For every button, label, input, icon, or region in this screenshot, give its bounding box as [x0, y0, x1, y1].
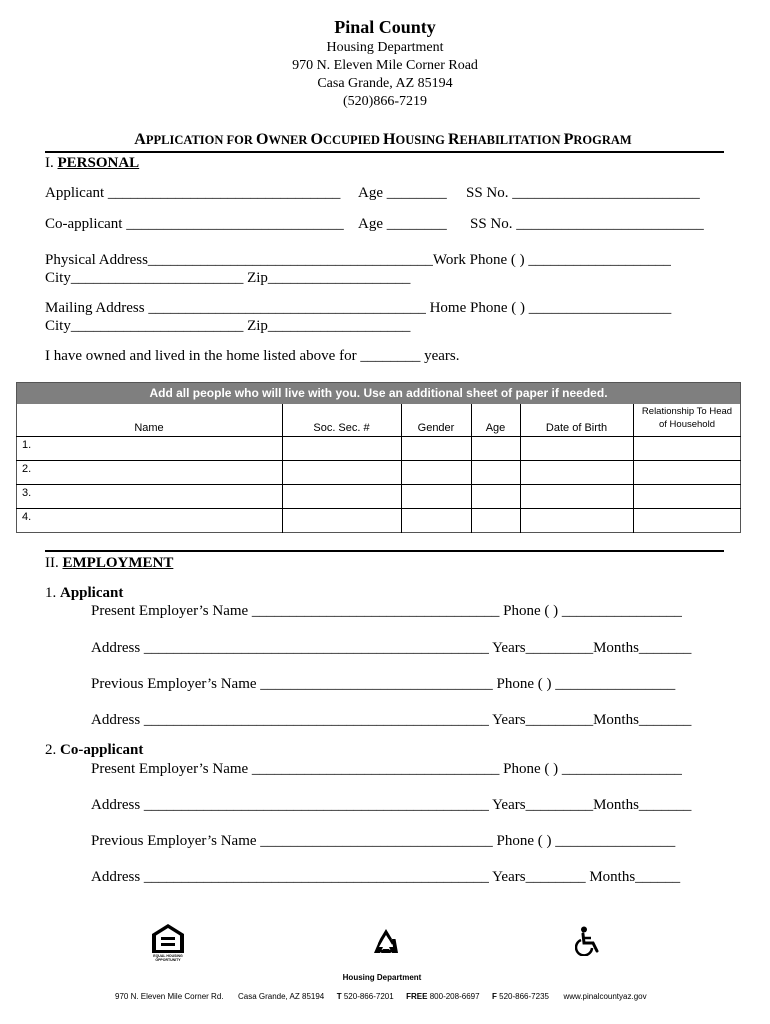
employment-rule [45, 550, 724, 552]
coapplicant-present-address-field[interactable]: Address ______________________________________________ Years_________Months_______ [91, 797, 692, 813]
mailing-city-zip-field[interactable]: City_______________________ Zip___________________ [45, 318, 411, 334]
department-phone: (520)866-7219 [343, 94, 427, 109]
applicant-present-address-field[interactable]: Address ______________________________________________ Years_________Months_______ [91, 640, 692, 656]
coapplicant-present-employer-field[interactable]: Present Employer’s Name _________________________________ Phone ( ) ________________ [91, 761, 682, 777]
department-name: Housing Department [326, 40, 444, 55]
footer-address: 970 N. Eleven Mile Corner Rd. [115, 992, 224, 1001]
household-table-banner: Add all people who will live with you. Use an additional sheet of paper if needed. [16, 382, 741, 404]
table-row[interactable]: 2. [22, 463, 32, 475]
col-header-relationship: Relationship To Head of Household [641, 406, 733, 430]
applicant-previous-employer-field[interactable]: Previous Employer’s Name _______________________________ Phone ( ) ________________ [91, 676, 676, 692]
footer-contact-line: 970 N. Eleven Mile Corner Rd. Casa Grande, AZ 85194 T 520-866-7201 FREE 800-208-6697 F 520-866-7235 www.pinalcountyaz.gov [115, 992, 647, 1001]
title-rule [45, 151, 724, 153]
physical-address-field[interactable]: Physical Address______________________________________Work Phone ( ) ___________________ [45, 252, 671, 268]
col-header-dob: Date of Birth [545, 422, 608, 434]
footer-city: Casa Grande, AZ 85194 [237, 992, 325, 1001]
personal-section-heading: I. PERSONAL [45, 155, 140, 171]
wheelchair-icon [575, 926, 603, 956]
coapplicant-subheading: 2. Co-applicant [45, 742, 144, 758]
physical-city-zip-field[interactable]: City_______________________ Zip___________________ [45, 270, 411, 286]
applicant-ssn-field[interactable]: SS No. _________________________ [466, 185, 700, 201]
coapplicant-field[interactable]: Co-applicant _____________________________ [45, 216, 344, 232]
recycle-icon [370, 927, 402, 957]
form-title: APPLICATION FOR OWNER OCCUPIED HOUSING REHABILITATION PROGRAM [134, 131, 632, 148]
department-city: Casa Grande, AZ 85194 [317, 76, 453, 91]
county-title: Pinal County [334, 17, 436, 37]
department-street: 970 N. Eleven Mile Corner Road [292, 58, 478, 73]
applicant-present-employer-field[interactable]: Present Employer’s Name _________________________________ Phone ( ) ________________ [91, 603, 682, 619]
applicant-subheading: 1. Applicant [45, 585, 124, 601]
equal-housing-icon [150, 923, 186, 965]
table-row[interactable]: 4. [22, 511, 32, 523]
row-divider [16, 508, 741, 509]
applicant-age-field[interactable]: Age ________ [358, 185, 447, 201]
footer-website-link[interactable]: www.pinalcountyaz.gov [563, 992, 647, 1001]
row-divider [16, 436, 741, 437]
household-table [16, 382, 741, 533]
col-header-age: Age [485, 422, 506, 434]
coapplicant-previous-address-field[interactable]: Address ______________________________________________ Years________ Months______ [91, 869, 681, 885]
row-divider [16, 484, 741, 485]
col-header-ssn: Soc. Sec. # [313, 422, 370, 434]
table-row[interactable]: 1. [22, 439, 32, 451]
mailing-address-field[interactable]: Mailing Address _____________________________________ Home Phone ( ) ___________________ [45, 300, 672, 316]
owned-years-field[interactable]: I have owned and lived in the home listed above for ________ years. [45, 348, 460, 364]
col-header-name: Name [134, 422, 164, 434]
footer-free-phone: 800-208-6697 [429, 992, 480, 1001]
equal-housing-text: EQUAL HOUSING OPPORTUNITY [153, 954, 183, 962]
footer-phone: 520-866-7201 [343, 992, 394, 1001]
table-row[interactable]: 3. [22, 487, 32, 499]
footer-department: Housing Department [342, 973, 422, 982]
employment-section-heading: II. EMPLOYMENT [45, 555, 174, 571]
applicant-previous-address-field[interactable]: Address ______________________________________________ Years_________Months_______ [91, 712, 692, 728]
coapplicant-previous-employer-field[interactable]: Previous Employer’s Name _______________________________ Phone ( ) ________________ [91, 833, 676, 849]
row-divider [16, 460, 741, 461]
col-header-gender: Gender [417, 422, 455, 434]
coapplicant-age-field[interactable]: Age ________ [358, 216, 447, 232]
applicant-field[interactable]: Applicant _______________________________ [45, 185, 341, 201]
coapplicant-ssn-field[interactable]: SS No. _________________________ [470, 216, 704, 232]
footer-fax: 520-866-7235 [499, 992, 549, 1001]
